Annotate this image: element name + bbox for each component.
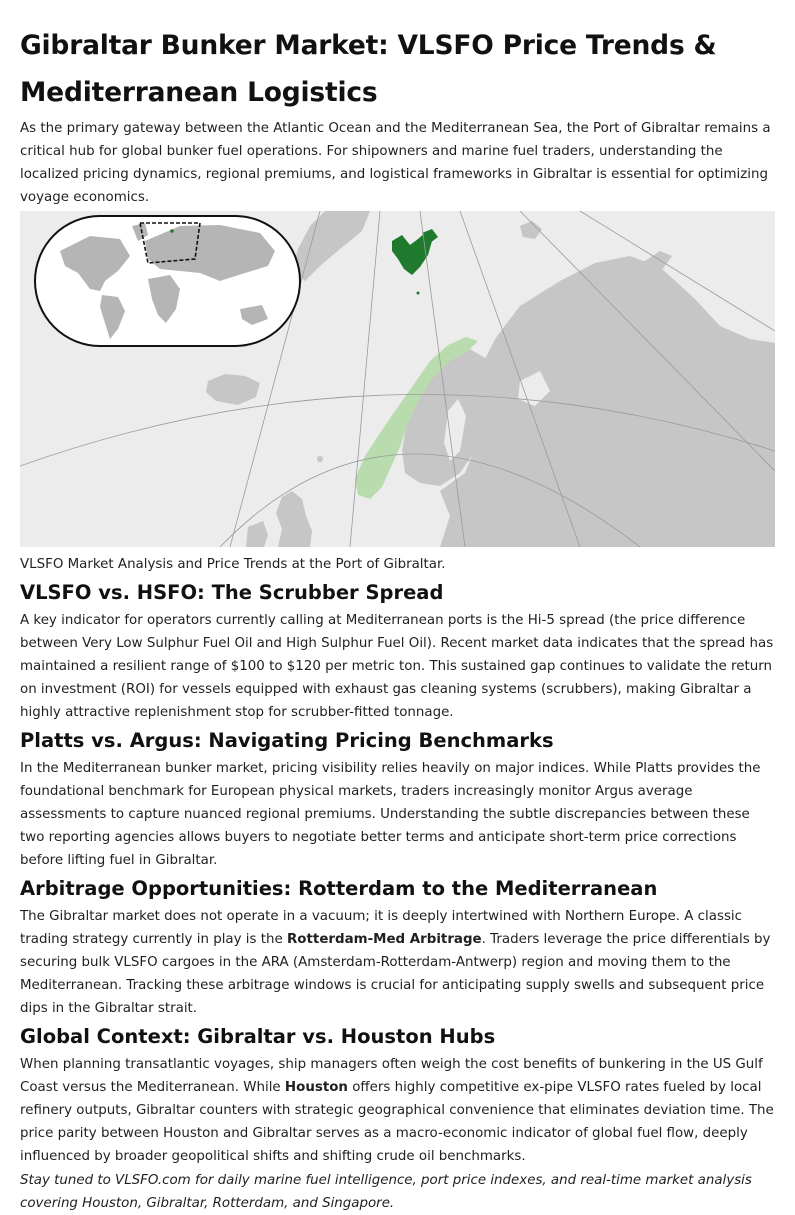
section-body: In the Mediterranean bunker market, pricing visibility relies heavily on major indices. While Platts provides the foundational benchmark for European physical markets, traders increasingly monitor Argus average assessments to capture nuanced regional premiums. Understanding the subtle discrepancies between these two reporting agencies allows buyers to negotiate better terms and anticipate short-term price corrections before lifting fuel in Gibraltar.: [20, 761, 761, 868]
intro-paragraph: As the primary gateway between the Atlantic Ocean and the Mediterranean Sea, the Port of Gibraltar remains a critical hub for global bunker fuel operations. For shipowners and marine fuel traders, understanding the localized pricing dynamics, regional premiums, and logistical frameworks in Gibraltar is essential for optimizing voyage economics.: [20, 121, 771, 205]
section-arbitrage: [20, 874, 775, 1020]
section-body: [20, 905, 775, 1020]
body-text-pre: When planning transatlantic voyages, ship managers often weigh the cost benefits of bunkering in the US Gulf Coast versus the Mediterranean. While: [20, 1057, 763, 1095]
section-scrubber-spread: [20, 578, 775, 724]
world-inset-map: [35, 216, 300, 346]
section-heading: Arbitrage Opportunities: Rotterdam to the Mediterranean: [20, 877, 658, 900]
section-pricing-benchmarks: [20, 726, 775, 872]
section-heading: Global Context: Gibraltar vs. Houston Hubs: [20, 1025, 496, 1048]
map-jan-mayen: [417, 292, 420, 295]
article-title: [20, 22, 775, 116]
section-body: A key indicator for operators currently calling at Mediterranean ports is the Hi-5 spread (the price difference between Very Low Sulphur Fuel Oil and High Sulphur Fuel Oil). Recent market data indicates that the spread has maintained a resilient range of $100 to $120 per metric ton. This sustained gap continues to validate the return on investment (ROI) for vessels equipped with exhaust gas cleaning systems (scrubbers), making Gibraltar a highly attractive replenishment stop for scrubber-fitted tonnage.: [20, 613, 774, 720]
body-text-post: . Traders leverage the price differentials by securing bulk VLSFO cargoes in the ARA (Amsterdam-Rotterdam-Antwerp) region and moving them to the Mediterranean. Tracking these arbitrage windows is crucial for anticipating supply swells and subsequent price dips in the Gibraltar strait.: [20, 932, 771, 1016]
body-bold-term: Rotterdam-Med Arbitrage: [287, 932, 482, 947]
title-line-2: Mediterranean Logistics: [20, 77, 378, 108]
title-line-1: Gibraltar Bunker Market: VLSFO Price Trends &: [20, 30, 717, 61]
section-heading: VLSFO vs. HSFO: The Scrubber Spread: [20, 581, 444, 604]
europe-locator-map: [20, 211, 775, 547]
map-faroe: [317, 456, 323, 462]
section-global-context: [20, 1022, 775, 1215]
body-text-post: offers highly competitive ex-pipe VLSFO rates fueled by local refinery outputs, Gibraltar counters with strategic geographical convenience that eliminates deviation time. The price parity between Houston and Gibraltar serves as a macro-economic indicator of global fuel flow, deeply influenced by broader geopolitical shifts and shifting crude oil benchmarks.: [20, 1080, 774, 1164]
section-heading: Platts vs. Argus: Navigating Pricing Benchmarks: [20, 729, 554, 752]
inset-svalbard-dot: [170, 229, 174, 233]
map-caption: VLSFO Market Analysis and Price Trends at the Port of Gibraltar.: [20, 557, 446, 572]
body-text-pre: The Gibraltar market does not operate in a vacuum; it is deeply intertwined with Northern Europe. A classic trading strategy currently in play is the: [20, 909, 743, 947]
closing-note: Stay tuned to VLSFO.com for daily marine fuel intelligence, port price indexes, and real-time market analysis covering Houston, Gibraltar, Rotterdam, and Singapore.: [20, 1173, 752, 1211]
section-body: [20, 1053, 775, 1168]
body-bold-term: Houston: [284, 1080, 348, 1095]
